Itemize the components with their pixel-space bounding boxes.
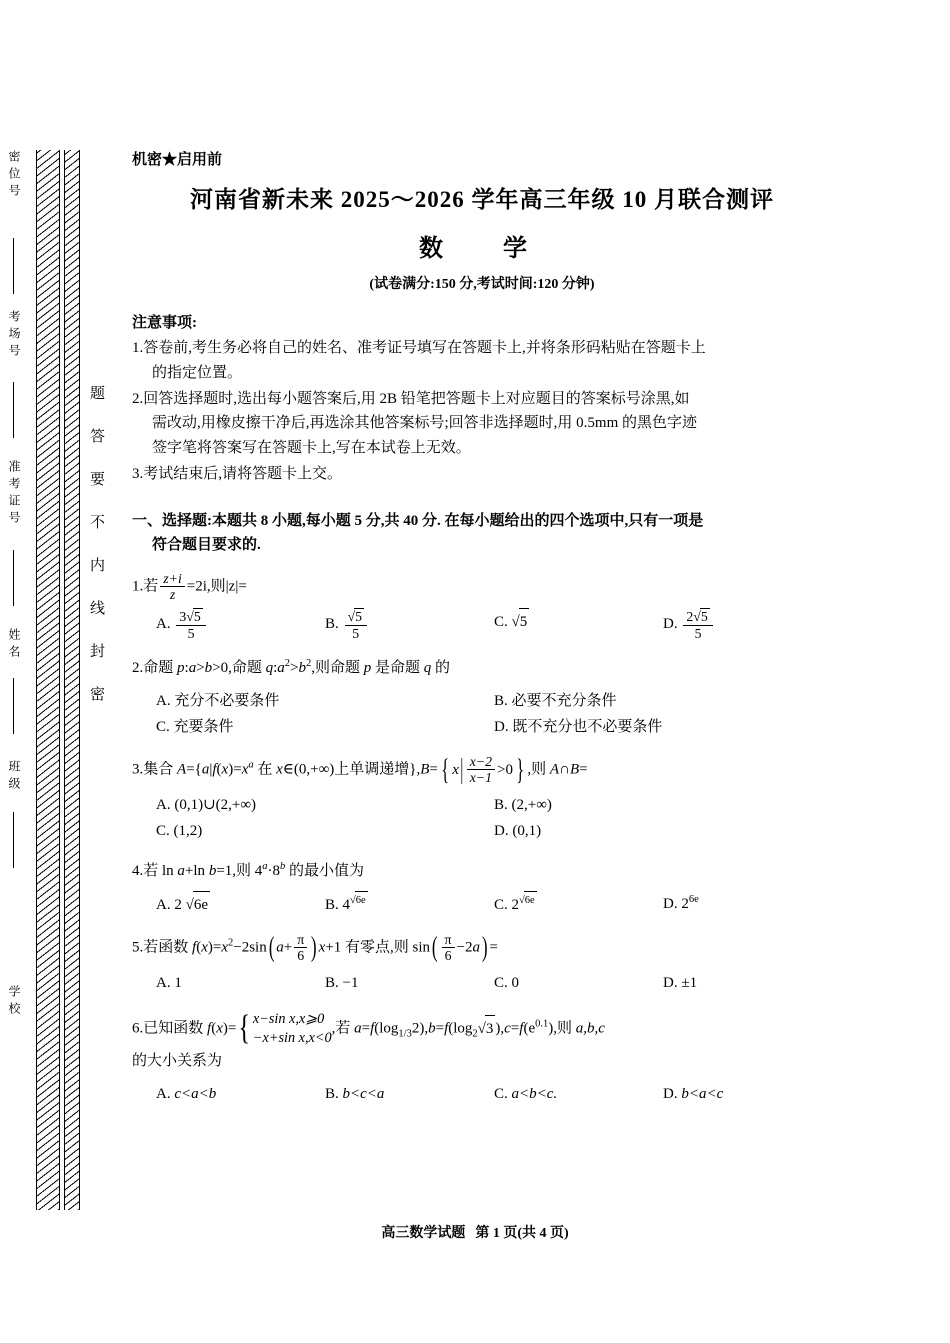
note-2-line-2: 需改动,用橡皮擦干净后,再选涂其他答案标号;回答非选择题时,用 0.5mm 的黑色字迹 [152,415,698,432]
question-3-options [132,792,832,845]
page-footer [0,1222,950,1242]
option-c-label: C. [494,896,508,913]
option-b-value: −1 [342,974,359,991]
option-a [156,891,325,918]
fraction-denominator: z [169,586,176,602]
question-6-number: 6. [132,1020,144,1037]
option-d-value: $2^{6e}$ [681,893,699,912]
option-b-label: B. [325,896,339,913]
option-b [494,792,832,818]
question-3-stem: 3.集合 $A=\{a|f(x)=x^a$ 在 x∈(0,+∞)上单调递增},B= { x | $\frac{x-2}{x-1}$ >0 } ,则 A∩B= [132,752,588,786]
option-c [156,714,494,740]
question-3 [132,754,832,844]
option-d-label: D. [494,823,509,840]
option-c-value: √5 [512,614,530,630]
option-a-label: A. [156,896,171,913]
hatch-band-outer [36,150,60,1210]
option-a [156,1081,325,1107]
option-b-value [345,608,367,641]
rule-line-2 [13,382,14,438]
question-1-options [132,608,832,641]
document-body [132,148,832,1107]
left-margin-strip [7,150,124,1210]
note-item [132,387,832,461]
fraction-z-plus-i-over-z [160,571,185,603]
option-c-label: C. [494,614,508,631]
question-2-stem: 2.命题 p:a>b>0,命题 $q:a^2>b^2$,则命题 p 是命题 q 的 [132,658,451,677]
option-d [494,714,832,740]
option-b-value: (2,+∞) [511,796,552,813]
question-5 [132,932,832,996]
option-c [156,818,494,844]
option-a-value: c<a<b [174,1085,217,1102]
rule-line-5 [13,812,14,868]
section-heading-line-1: 一、选择题:本题共 8 小题,每小题 5 分,共 40 分. 在每小题给出的四个选项中,只有一项是 [132,512,704,529]
option-d-den: 5 [694,625,702,641]
option-d-value: b<a<c [681,1085,724,1102]
option-b [325,608,494,641]
field-label-class: 班级 [7,760,21,794]
question-6-options [132,1081,832,1107]
field-label-name: 姓名 [7,628,21,662]
option-b [325,970,494,996]
option-b-label: B. [325,1085,339,1102]
question-6-stem-line2: 的大小关系为 [132,1053,223,1070]
option-c-value: 充要条件 [173,718,234,735]
option-c-value: (1,2) [173,823,203,840]
option-a [156,608,325,641]
question-4-stem: 4.若 ln a+ln b=1,则 $4^a\cdot 8^b$ 的最小值为 [132,861,365,880]
subject-title: 数 学 [419,236,545,262]
option-d-label: D. [663,616,678,633]
option-a-label: A. [156,796,171,813]
option-b-label: B. [494,796,508,813]
option-c-value: a<b<c. [511,1085,558,1102]
option-a-den: 5 [187,625,195,641]
notes-title: 注意事项: [132,315,197,331]
footer-page-number: 第 1 页(共 4 页) [475,1226,569,1241]
option-c [494,608,663,641]
option-a-label: A. [156,974,171,991]
option-c [494,970,663,996]
section-heading [132,509,832,557]
hatch-band-inner [64,150,80,1210]
option-d-value: ±1 [681,974,698,991]
option-c [494,891,663,918]
rule-line-1 [13,238,14,294]
question-4-number: 4. [132,863,144,880]
section-heading-line-2: 符合题目要求的. [152,536,261,553]
question-4 [132,858,832,918]
option-d-num: 2√5 [683,608,712,625]
option-b [494,688,832,714]
seal-notice-vertical: 题 答 要 不 内 线 封 密 [88,385,104,707]
option-d [663,1081,832,1107]
option-c-value: 0 [511,974,520,991]
question-3-number: 3. [132,761,144,778]
option-d-value [683,608,712,641]
option-b-value: $4^{√6e}$ [343,897,368,913]
question-2-options [132,688,832,741]
page-title: 河南省新未来 2025～2026 学年高三年级 10 月联合测评 [190,187,774,212]
field-label-seat-number: 密位号 [7,150,21,201]
option-d-label: D. [663,1085,678,1102]
note-2-line-1: 2.回答选择题时,选出每小题答案后,用 2B 铅笔把答题卡上对应题目的答案标号涂黑,如 [132,390,690,407]
option-d-value: (0,1) [512,823,542,840]
option-c-label: C. [156,718,170,735]
note-2-line-3: 签字笔将答案写在答题卡上,写在本试卷上无效。 [152,440,471,456]
option-d-value: 既不充分也不必要条件 [512,718,663,735]
question-2-number: 2. [132,660,144,677]
option-a-value: 充分不必要条件 [174,692,280,709]
question-1 [132,571,832,642]
rule-line-3 [13,550,14,606]
option-a [156,970,325,996]
option-b-den: 5 [352,625,360,641]
question-5-options [132,970,832,996]
note-1-line-2: 的指定位置。 [152,364,243,381]
option-b [325,891,494,918]
field-label-exam-room: 考场号 [7,310,21,361]
option-d [663,970,832,996]
option-d [663,891,832,918]
question-6-stem: 6.已知函数 f(x)= { x−sin x,x⩾0 −x+sin x,x<0 ,若 $a=f(\log_{1/3}2),b=f(\log_2√3$ )$,c=f(e^{0.1})$,则 a,b,c 的大小关系为 [132,1010,832,1075]
option-a-label: A. [156,1085,171,1102]
option-d-label: D. [494,718,509,735]
option-a-value: 1 [174,974,182,991]
question-5-stem: 5.若函数 $f(x)=x^2-2\sin$( a+ $\frac{\pi}{6}$ ) x+1 有零点,则 sin( $\frac{\pi}{6}$ −2a) = [132,931,498,964]
option-a [156,792,494,818]
fraction-numerator: z+i [160,571,185,587]
option-b-value: 必要不充分条件 [511,692,617,709]
exam-info: (试卷满分:150 分,考试时间:120 分钟) [369,277,595,292]
option-b-label: B. [494,692,508,709]
option-d-label: D. [663,974,678,991]
option-a-num: 3√5 [176,608,205,625]
option-a-value: 2 √6e [174,897,210,913]
option-b-value: b<c<a [342,1085,385,1102]
option-d-label: D. [663,895,678,912]
question-1-stem-post: =2i,则|z|= [186,577,247,594]
confidential-mark: 机密★启用前 [132,152,223,168]
option-b-num: √5 [345,608,367,625]
question-1-stem [132,571,832,603]
footer-title: 高三数学试题 [381,1226,466,1241]
option-a-value: (0,1)∪(2,+∞) [174,796,257,813]
question-4-options [132,891,832,918]
field-label-admission-ticket: 准考证号 [7,460,21,528]
case-1: x−sin x,x⩾0 [252,1011,325,1027]
option-c-label: C. [494,1085,508,1102]
option-a-label: A. [156,692,171,709]
option-c-label: C. [494,974,508,991]
note-3-line-1: 3.考试结束后,请将答题卡上交。 [132,465,343,482]
note-1-line-1: 1.答卷前,考生务必将自己的姓名、准考证号填写在答题卡上,并将条形码粘贴在答题卡上 [132,340,706,356]
note-item [132,462,832,487]
piecewise-brace: { x−sin x,x⩾0 −x+sin x,x<0 [238,1009,332,1048]
case-2: −x+sin x,x<0 [252,1030,332,1047]
option-d [494,818,832,844]
question-6 [132,1010,832,1107]
question-2 [132,655,832,740]
option-b-label: B. [325,616,339,633]
option-b [325,1081,494,1107]
question-5-number: 5. [132,939,144,956]
rule-line-4 [13,678,14,734]
option-c-label: C. [156,823,170,840]
field-label-school: 学校 [7,985,21,1019]
question-1-stem-pre: 若 [143,577,159,594]
note-item [132,336,832,386]
option-c-value: $2^{√6e}$ [512,897,537,913]
option-c [494,1081,663,1107]
question-1-number: 1. [132,577,144,594]
option-b-label: B. [325,974,339,991]
option-a-value [176,608,205,641]
option-a [156,688,494,714]
option-a-label: A. [156,616,171,633]
option-d [663,608,832,641]
